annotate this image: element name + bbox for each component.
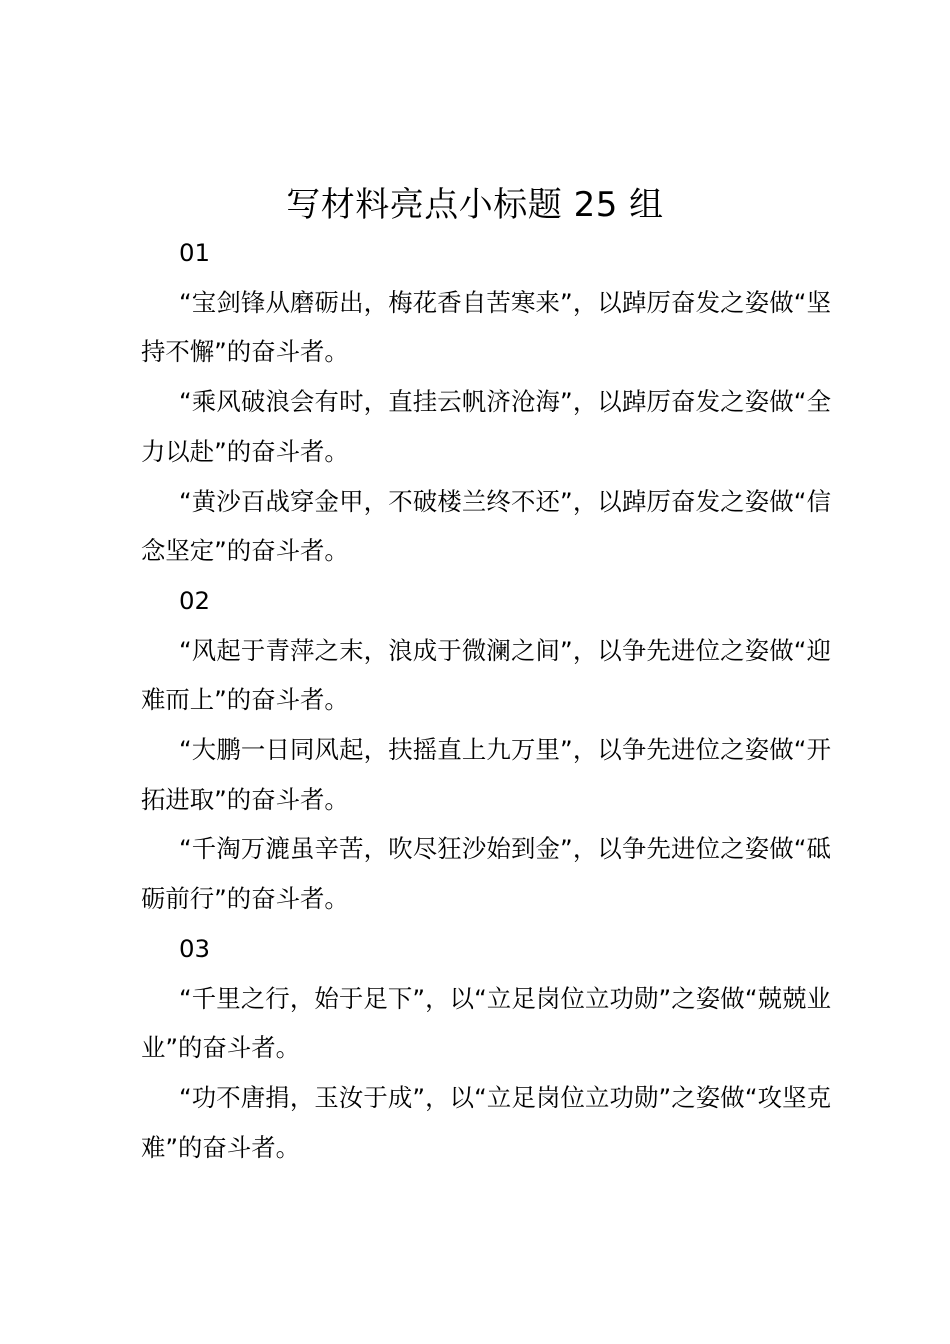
paragraph: “宝剑锋从磨砺出，梅花香自苦寒来”，以踔厉奋发之姿做“坚持不懈”的奋斗者。 xyxy=(141,287,831,367)
paragraph: “千里之行，始于足下”，以“立足岗位立功勋”之姿做“兢兢业业”的奋斗者。 xyxy=(141,983,831,1063)
paragraph: “乘风破浪会有时，直挂云帆济沧海”，以踔厉奋发之姿做“全力以赴”的奋斗者。 xyxy=(141,387,831,466)
paragraph: “黄沙百战穿金甲，不破楼兰终不还”，以踔厉奋发之姿做“信念坚定”的奋斗者。 xyxy=(141,486,831,566)
document-body xyxy=(141,228,831,1172)
paragraph: “功不唐捐，玉汝于成”，以“立足岗位立功勋”之姿做“攻坚克难”的奋斗者。 xyxy=(141,1082,831,1162)
paragraph: “大鹏一日同风起，扶摇直上九万里”，以争先进位之姿做“开拓进取”的奋斗者。 xyxy=(141,735,831,814)
section-number-02: 02 xyxy=(179,585,211,615)
section-number-01: 01 xyxy=(179,238,211,267)
section-number-03: 03 xyxy=(179,933,211,963)
paragraph: “风起于青萍之末，浪成于微澜之间”，以争先进位之姿做“迎难而上”的奋斗者。 xyxy=(141,635,831,715)
paragraph: “千淘万漉虽辛苦，吹尽狂沙始到金”，以争先进位之姿做“砥砺前行”的奋斗者。 xyxy=(141,834,831,914)
document-title: 写材料亮点小标题 25 组 xyxy=(286,185,664,225)
